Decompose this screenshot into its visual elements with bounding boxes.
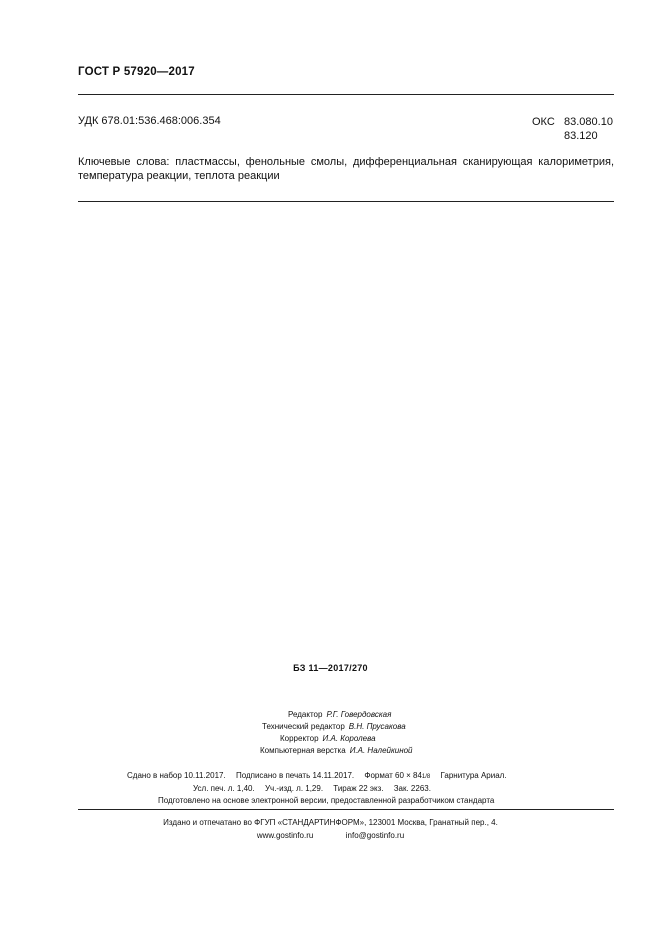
- imprint-order: Зак. 2263.: [393, 784, 431, 793]
- standard-designation: ГОСТ Р 57920—2017: [78, 66, 195, 78]
- imprint-format: Формат 60 × 84: [364, 771, 422, 780]
- imprint-line-3: Подготовлено на основе электронной версии, предоставленной разработчиком стандарта: [158, 796, 495, 805]
- imprint-format-fraction: 1/8: [421, 774, 431, 780]
- keywords: Ключевые слова: пластмассы, фенольные смолы, дифференциальная сканирующая калориметрия, температура реакции, теплота реакции: [78, 156, 614, 182]
- top-divider: [78, 94, 614, 95]
- credit-name: И.А. Королева: [322, 734, 376, 743]
- bz-number: БЗ 11—2017/270: [293, 663, 368, 673]
- udk-code: УДК 678.01:536.468:006.354: [78, 115, 221, 127]
- imprint-print-sheets: Усл. печ. л. 1,40.: [193, 784, 255, 793]
- credit-name: В.Н. Прусакова: [348, 722, 406, 731]
- credit-role: Редактор: [288, 710, 323, 719]
- keywords-divider: [78, 201, 614, 202]
- bottom-divider: [78, 809, 614, 810]
- credit-role: Компьютерная верстка: [260, 746, 346, 755]
- credit-layout: [260, 745, 413, 758]
- credit-role: Технический редактор: [262, 722, 345, 731]
- credit-editor: [288, 709, 391, 722]
- imprint-submitted: Сдано в набор 10.11.2017.: [127, 771, 226, 780]
- imprint-typeface: Гарнитура Ариал.: [440, 771, 507, 780]
- imprint-pub-sheets: Уч.-изд. л. 1,29.: [264, 784, 324, 793]
- credit-name: Р.Г. Говердовская: [326, 710, 392, 719]
- imprint-run: Тираж 22 экз.: [333, 784, 384, 793]
- publisher-contacts: [0, 829, 661, 842]
- oks-label: ОКС: [532, 116, 555, 128]
- publisher-website[interactable]: www.gostinfo.ru: [256, 831, 314, 840]
- publisher-email[interactable]: info@gostinfo.ru: [345, 831, 405, 840]
- oks-code-2: 83.120: [564, 130, 598, 142]
- oks-block: [532, 115, 613, 143]
- credit-role: Корректор: [280, 734, 319, 743]
- credit-tech-editor: [262, 721, 406, 734]
- credit-proofreader: [280, 733, 376, 746]
- publisher-line: Издано и отпечатано во ФГУП «СТАНДАРТИНФОРМ», 123001 Москва, Гранатный пер., 4.: [163, 818, 498, 827]
- credit-name: И.А. Налейкиной: [349, 746, 413, 755]
- imprint-signed: Подписано в печать 14.11.2017.: [235, 771, 355, 780]
- oks-code-1: 83.080.10: [564, 116, 613, 128]
